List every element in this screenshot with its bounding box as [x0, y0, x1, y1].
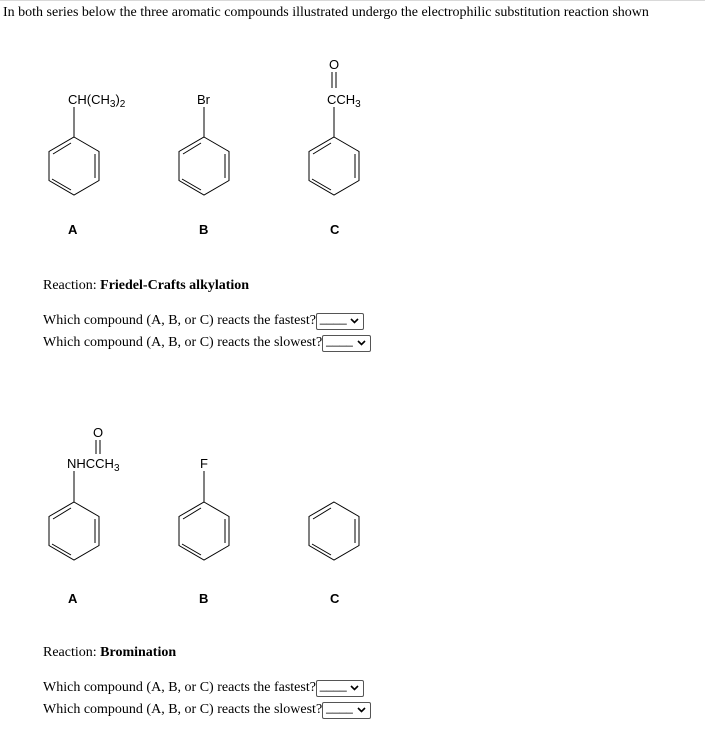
series2-reaction-prefix: Reaction:: [43, 645, 101, 660]
chevron-down-icon: [350, 685, 359, 691]
svg-text:Br: Br: [197, 92, 210, 107]
question-text: Which compound (A, B, or C) reacts the fastest?: [43, 680, 316, 695]
series2-fastest-dropdown[interactable]: [316, 677, 364, 697]
compound-c-acetophenone-structure: [300, 55, 390, 195]
dropdown-value: ____: [319, 677, 347, 692]
intro-text: In both series below the three aromatic compounds illustrated undergo the electrophilic substitution reaction shown: [3, 5, 649, 20]
svg-text:O: O: [93, 425, 104, 440]
compound-c-benzene-structure: [300, 495, 380, 565]
question-text: Which compound (A, B, or C) reacts the slowest?: [43, 335, 323, 350]
series2-label-b: B: [199, 591, 209, 606]
series1-label-a: A: [68, 222, 78, 237]
series1-reaction-prefix: Reaction:: [43, 278, 101, 293]
series2-slowest-dropdown[interactable]: [322, 699, 371, 719]
series2-reaction-name: Bromination: [100, 645, 177, 660]
compound-a-isopropylbenzene-structure: [40, 80, 126, 195]
svg-text:F: F: [200, 456, 208, 471]
chevron-down-icon: [350, 318, 359, 324]
series2-label-c: C: [330, 591, 340, 606]
dropdown-value: ____: [326, 332, 353, 347]
series1-slowest-dropdown[interactable]: [322, 332, 371, 352]
series2-label-a: A: [68, 591, 78, 606]
series1-fastest-dropdown[interactable]: [316, 310, 364, 330]
series1-reaction-name: Friedel-Crafts alkylation: [100, 278, 250, 293]
dropdown-value: ____: [326, 699, 353, 714]
series1-reaction-line: [43, 278, 249, 294]
series1-label-c: C: [330, 222, 340, 237]
question-text: Which compound (A, B, or C) reacts the fastest?: [43, 313, 316, 328]
series1-label-b: B: [199, 222, 209, 237]
svg-text:O: O: [329, 57, 340, 72]
series2-question-slowest: [43, 701, 371, 719]
compound-a-acetanilide-structure: [40, 425, 130, 560]
series2-reaction-line: [43, 645, 176, 661]
svg-text:NHCCH3: $NHCCH_3$: [67, 456, 120, 474]
compound-b-bromobenzene-structure: [170, 80, 250, 195]
svg-text:CH(CH3)2: $CH(CH_3)_2$: [68, 92, 126, 110]
compound-b-fluorobenzene-structure: [170, 455, 250, 560]
chevron-down-icon: [357, 340, 366, 346]
svg-text:CCH3: $CCH_3$: [327, 92, 361, 110]
dropdown-value: ____: [319, 310, 347, 325]
series2-question-fastest: [43, 679, 364, 697]
top-divider: [0, 0, 705, 1]
series1-question-fastest: [43, 312, 364, 330]
question-text: Which compound (A, B, or C) reacts the slowest?: [43, 702, 323, 717]
series1-question-slowest: [43, 334, 371, 352]
chevron-down-icon: [357, 707, 366, 713]
